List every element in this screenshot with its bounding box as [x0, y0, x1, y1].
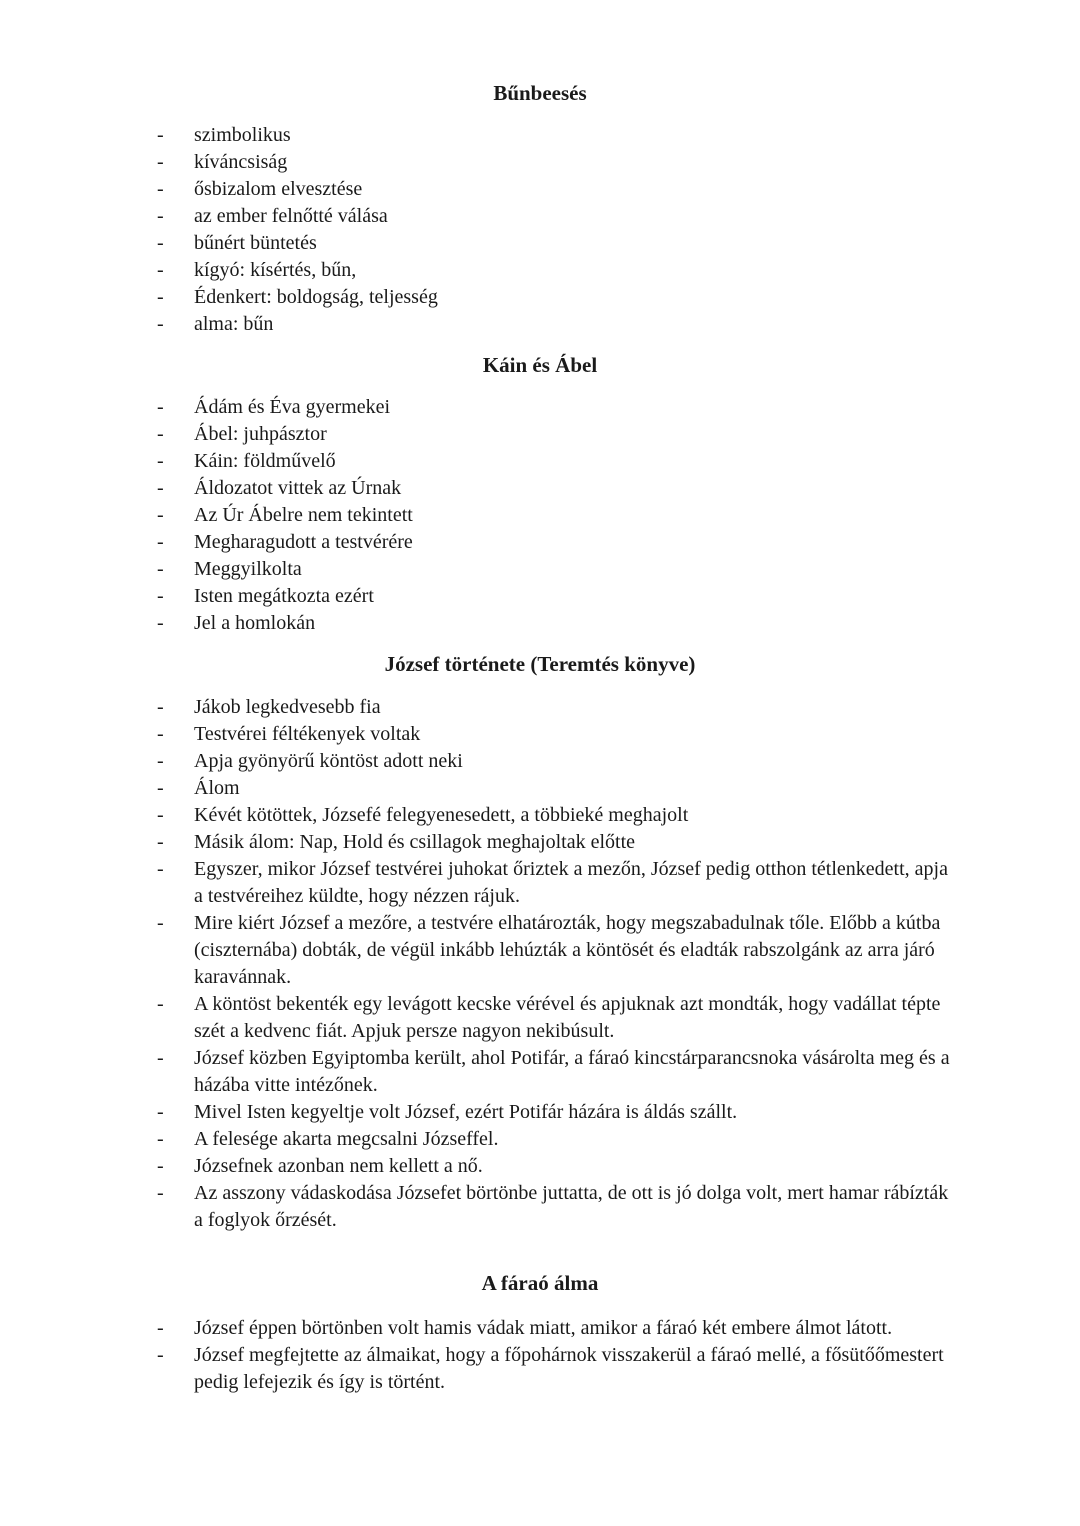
- list-item-text: Jákob legkedvesebb fia: [194, 696, 381, 718]
- bullet-dash: -: [157, 1128, 164, 1150]
- bullet-dash: -: [157, 858, 164, 880]
- list-item: [0, 1342, 1080, 1396]
- list-item-text: Áldozatot vittek az Úrnak: [194, 477, 402, 499]
- bullet-dash: -: [157, 558, 164, 580]
- list-item-text: kíváncsiság: [194, 151, 288, 173]
- list-item: [0, 122, 1080, 149]
- list-item: [0, 1099, 1080, 1126]
- bullet-dash: -: [157, 1101, 164, 1123]
- list-item: [0, 856, 1080, 910]
- list-item: [0, 448, 1080, 475]
- list-item: [0, 583, 1080, 610]
- list-item-text: Apja gyönyörű köntöst adott neki: [194, 750, 463, 772]
- section-list-jozsef-tortenete: [0, 694, 1080, 1234]
- bullet-dash: -: [157, 124, 164, 146]
- bullet-dash: -: [157, 1047, 164, 1069]
- list-item-text: Jel a homlokán: [194, 612, 316, 634]
- list-item: [0, 203, 1080, 230]
- list-item: [0, 394, 1080, 421]
- bullet-dash: -: [157, 313, 164, 335]
- list-item-text: kígyó: kísértés, bűn,: [194, 259, 357, 281]
- section-list-farao-alma: [0, 1315, 1080, 1396]
- list-item: [0, 556, 1080, 583]
- list-item: [0, 1180, 1080, 1234]
- bullet-dash: -: [157, 423, 164, 445]
- bullet-dash: -: [157, 477, 164, 499]
- bullet-dash: -: [157, 1344, 164, 1366]
- list-item-text: Isten megátkozta ezért: [194, 585, 374, 607]
- list-item: [0, 149, 1080, 176]
- list-item-text: Az asszony vádaskodása Józsefet börtönbe juttatta, de ott is jó dolga volt, mert hamar rábízták a foglyok őrzését.: [194, 1182, 949, 1231]
- list-item-text: Józsefnek azonban nem kellett a nő.: [194, 1155, 483, 1177]
- bullet-dash: -: [157, 396, 164, 418]
- list-item-text: Ábel: juhpásztor: [194, 423, 327, 445]
- list-item-text: az ember felnőtté válása: [194, 205, 388, 227]
- list-item-text: Mivel Isten kegyeltje volt József, ezért Potifár házára is áldás szállt.: [194, 1101, 738, 1123]
- list-item: [0, 1126, 1080, 1153]
- bullet-dash: -: [157, 151, 164, 173]
- bullet-dash: -: [157, 723, 164, 745]
- section-heading-kain-es-abel: Káin és Ábel: [482, 353, 598, 377]
- bullet-dash: -: [157, 286, 164, 308]
- list-item: [0, 311, 1080, 338]
- list-item: [0, 284, 1080, 311]
- bullet-dash: -: [157, 993, 164, 1015]
- list-item-text: Testvérei féltékenyek voltak: [194, 723, 421, 745]
- bullet-dash: -: [157, 450, 164, 472]
- bullet-dash: -: [157, 831, 164, 853]
- list-item: [0, 991, 1080, 1045]
- bullet-dash: -: [157, 750, 164, 772]
- list-item-text: A felesége akarta megcsalni Józseffel.: [194, 1128, 499, 1150]
- list-item: [0, 257, 1080, 284]
- section-list-bunbeeses: [0, 122, 1080, 338]
- bullet-dash: -: [157, 531, 164, 553]
- list-item: [0, 721, 1080, 748]
- list-item-text: bűnért büntetés: [194, 232, 317, 254]
- list-item: [0, 829, 1080, 856]
- bullet-dash: -: [157, 777, 164, 799]
- bullet-dash: -: [157, 1155, 164, 1177]
- list-item-text: Egyszer, mikor József testvérei juhokat őriztek a mezőn, József pedig otthon tétlenkedett, apja a testvéreihez küldte, hogy nézzen rájuk.: [194, 858, 948, 907]
- bullet-dash: -: [157, 232, 164, 254]
- list-item-text: alma: bűn: [194, 313, 274, 335]
- list-item-text: József közben Egyiptomba került, ahol Potifár, a fáraó kincstárparancsnoka vásárolta meg és a házába vitte intézőnek.: [194, 1047, 950, 1096]
- list-item-text: Mire kiért József a mezőre, a testvére elhatározták, hogy megszabadulnak tőle. Előbb a kútba (ciszternába) dobták, de végül inkább lehúzták a köntösét és eladták rabszolgánk az arra járó karavánnak.: [194, 912, 941, 988]
- list-item-text: Édenkert: boldogság, teljesség: [194, 286, 438, 308]
- list-item-text: Másik álom: Nap, Hold és csillagok meghajoltak előtte: [194, 831, 636, 853]
- list-item: [0, 176, 1080, 203]
- list-item-text: Az Úr Ábelre nem tekintett: [194, 504, 413, 526]
- section-list-kain-es-abel: [0, 394, 1080, 637]
- list-item: [0, 421, 1080, 448]
- bullet-dash: -: [157, 504, 164, 526]
- bullet-dash: -: [157, 612, 164, 634]
- list-item: [0, 775, 1080, 802]
- list-item-text: József éppen börtönben volt hamis vádak miatt, amikor a fáraó két embere álmot látott.: [194, 1317, 893, 1339]
- bullet-dash: -: [157, 205, 164, 227]
- bullet-dash: -: [157, 804, 164, 826]
- list-item: [0, 748, 1080, 775]
- list-item-text: szimbolikus: [194, 124, 291, 146]
- list-item: [0, 475, 1080, 502]
- bullet-dash: -: [157, 912, 164, 934]
- list-item: [0, 1153, 1080, 1180]
- list-item: [0, 1315, 1080, 1342]
- list-item-text: Ádám és Éva gyermekei: [194, 396, 391, 418]
- list-item-text: József megfejtette az álmaikat, hogy a főpohárnok visszakerül a fáraó mellé, a fősütőőmestert pedig lefejezik és így is történt.: [194, 1344, 944, 1393]
- section-heading-bunbeeses: Bűnbeesés: [493, 81, 587, 105]
- bullet-dash: -: [157, 1182, 164, 1204]
- bullet-dash: -: [157, 1317, 164, 1339]
- list-item-text: Káin: földművelő: [194, 450, 336, 472]
- bullet-dash: -: [157, 696, 164, 718]
- list-item: [0, 802, 1080, 829]
- bullet-dash: -: [157, 259, 164, 281]
- list-item: [0, 230, 1080, 257]
- section-heading-farao-alma: A fáraó álma: [481, 1271, 599, 1295]
- list-item-text: Álom: [194, 777, 240, 799]
- list-item-text: ősbizalom elvesztése: [194, 178, 363, 200]
- list-item-text: Kévét kötöttek, Józsefé felegyenesedett, a többieké meghajolt: [194, 804, 689, 826]
- list-item: [0, 529, 1080, 556]
- bullet-dash: -: [157, 585, 164, 607]
- list-item: [0, 910, 1080, 991]
- list-item-text: A köntöst bekenték egy levágott kecske vérével és apjuknak azt mondták, hogy vadállat tépte szét a kedvenc fiát. Apjuk persze nagyon nekibúsult.: [194, 993, 941, 1042]
- list-item-text: Meggyilkolta: [194, 558, 302, 580]
- list-item: [0, 694, 1080, 721]
- list-item: [0, 610, 1080, 637]
- section-heading-jozsef-tortenete: József története (Teremtés könyve): [384, 652, 696, 676]
- list-item: [0, 1045, 1080, 1099]
- list-item: [0, 502, 1080, 529]
- bullet-dash: -: [157, 178, 164, 200]
- list-item-text: Megharagudott a testvérére: [194, 531, 413, 553]
